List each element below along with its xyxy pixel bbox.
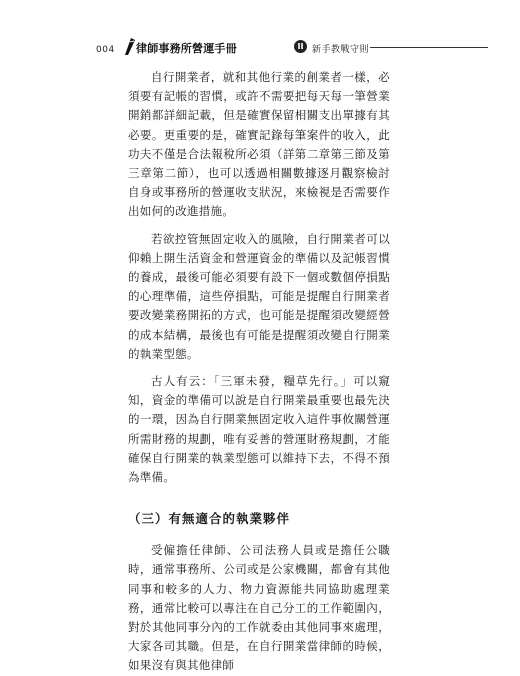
page-number: 004	[96, 45, 115, 55]
volume-badge: II	[294, 40, 307, 53]
header-rule	[370, 47, 488, 48]
book-title: 律師事務所營運手冊	[136, 42, 237, 55]
page-header	[96, 36, 436, 58]
section-heading: （三）有無適合的執業夥伴	[128, 511, 291, 527]
body-paragraph: 自行開業者，就和其他行業的創業者一樣，必須要有記帳的習慣，或許不需要把每天每一筆營業開銷都詳細記載，但是確實保留相關支出單據有其必要。更重要的是，確實記錄每筆案件的收入，此功夫不僅是合法報稅所必須（詳第二章第三節及第三章第二節），也可以透過相關數據逐月觀察檢討自身或事務所的營運收支狀況，來檢視是否需要作出如何的改進措施。	[128, 70, 390, 219]
body-paragraph: 受僱擔任律師、公司法務人員或是擔任公職時，通常事務所、公司或是公家機關，都會有其他同事和較多的人力、物力資源能共同協助處理業務，通常比較可以專注在自己分工的工作範圍內，對於其他同事分內的工作就委由其他同事來處理，大家各司其職。但是，在自行開業當律師的時候，如果沒有與其他律師	[128, 543, 390, 673]
body-paragraph: 古人有云：「三軍未發，糧草先行。」可以窺知，資金的準備可以說是自行開業最重要也最先決的一環，因為自行開業無固定收入這件事攸關營運所需財務的規劃，唯有妥善的營運財務規劃，才能確保自行開業的執業型態可以維持下去，不得不預為準備。	[128, 374, 390, 485]
body-paragraph: 若欲控管無固定收入的風險，自行開業者可以仰賴上開生活資金和營運資金的準備以及記帳習慣的養成，最後可能必須要有設下一個或數個停損點的心理準備，這些停損點，可能是提醒自行開業者要改變業務開拓的方式，也可能是提醒須改變經營的成本結構，最後也有可能是提醒須改變自行開業的執業型態。	[128, 231, 390, 361]
book-subtitle: 新手教戰守則	[312, 45, 370, 55]
page-body	[128, 68, 390, 676]
